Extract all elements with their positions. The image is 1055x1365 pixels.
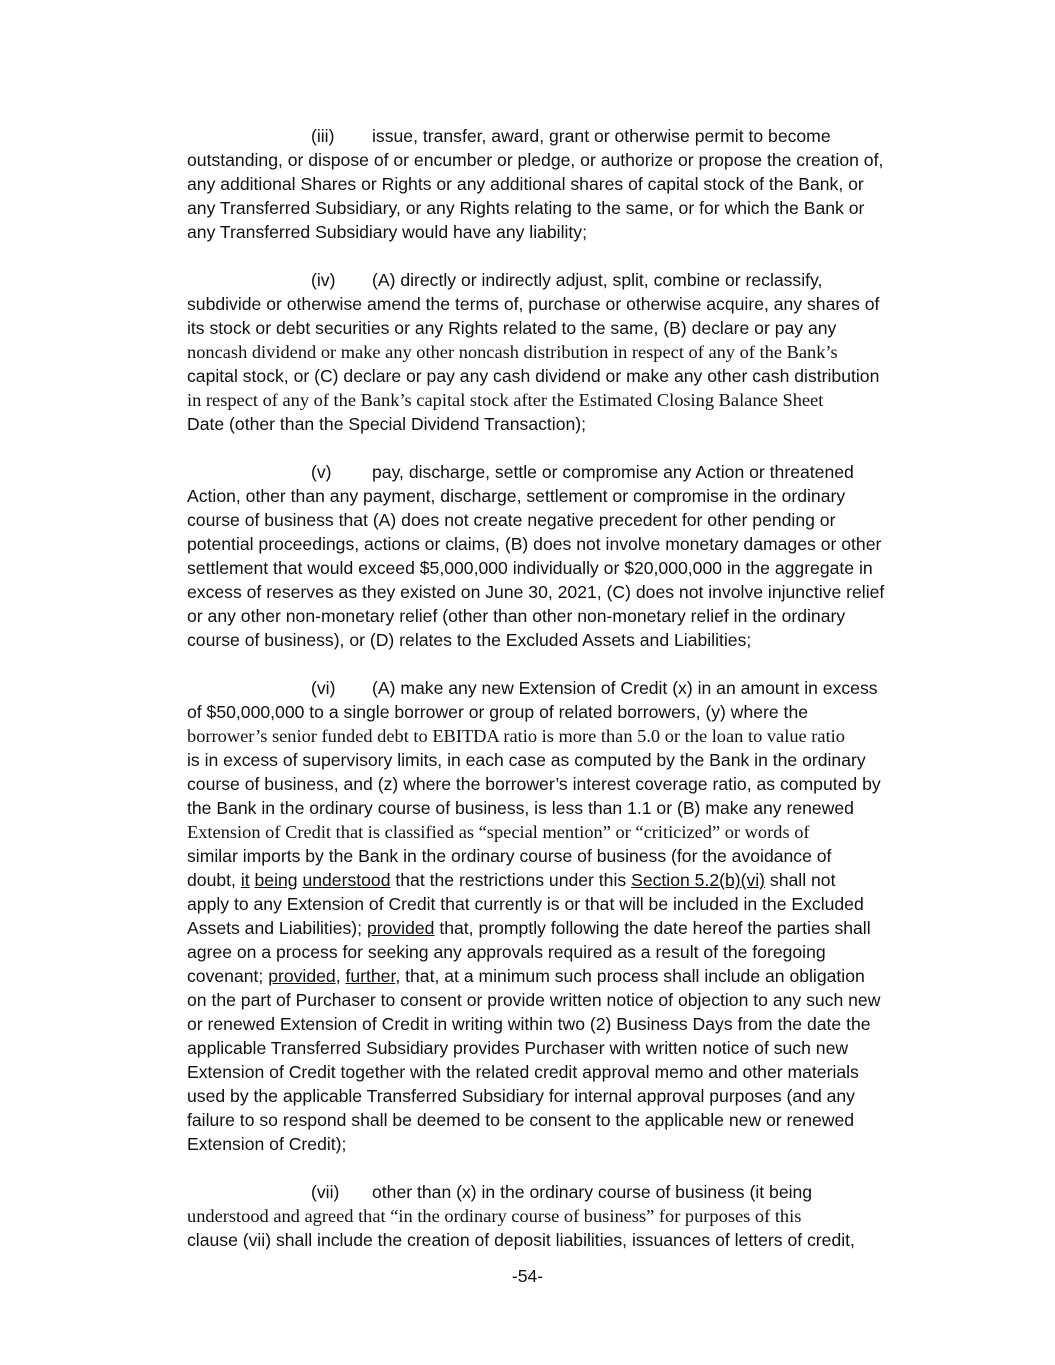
text-line: any additional Shares or Rights or any additional shares of capital stock of the Bank, or bbox=[187, 174, 864, 194]
text-line: on the part of Purchaser to consent or provide written notice of objection to any such new bbox=[187, 990, 881, 1010]
text-line: covenant; provided, further, that, at a minimum such process shall include an obligation bbox=[187, 966, 865, 986]
document-body bbox=[187, 124, 929, 1276]
text-line: course of business), or (D) relates to the Excluded Assets and Liabilities; bbox=[187, 630, 752, 650]
underlined-term: being bbox=[254, 870, 298, 890]
text-line: in respect of any of the Bank’s capital stock after the Estimated Closing Balance Sheet bbox=[187, 390, 824, 410]
text-line: excess of reserves as they existed on June 30, 2021, (C) does not involve injunctive relief bbox=[187, 582, 885, 602]
text-line: apply to any Extension of Credit that currently is or that will be included in the Excluded bbox=[187, 894, 864, 914]
text-line: understood and agreed that “in the ordinary course of business” for purposes of this bbox=[187, 1206, 802, 1226]
clause-number: (vii) bbox=[311, 1182, 340, 1202]
text-line: Action, other than any payment, discharge, settlement or compromise in the ordinary bbox=[187, 486, 846, 506]
underlined-term: provided bbox=[366, 918, 435, 938]
text-line: Extension of Credit that is classified as “special mention” or “criticized” or words of bbox=[187, 822, 810, 842]
text-line: (A) directly or indirectly adjust, split, combine or reclassify, bbox=[372, 270, 823, 290]
underlined-term: further bbox=[345, 966, 396, 986]
text-line: (A) make any new Extension of Credit (x) in an amount in excess bbox=[372, 678, 878, 698]
text-line: the Bank in the ordinary course of business, is less than 1.1 or (B) make any renewed bbox=[187, 798, 854, 818]
text-line: agree on a process for seeking any approvals required as a result of the foregoing bbox=[187, 942, 826, 962]
text-line: applicable Transferred Subsidiary provides Purchaser with written notice of such new bbox=[187, 1038, 849, 1058]
text-line: or renewed Extension of Credit in writing within two (2) Business Days from the date the bbox=[187, 1014, 871, 1034]
clause-first-line bbox=[187, 460, 929, 484]
text-line: its stock or debt securities or any Rights related to the same, (B) declare or pay any bbox=[187, 318, 837, 338]
text-line: Extension of Credit together with the related credit approval memo and other materials bbox=[187, 1062, 859, 1082]
clause-iv bbox=[187, 268, 929, 436]
text-line: course of business, and (z) where the borrower’s interest coverage ratio, as computed by bbox=[187, 774, 881, 794]
text-line: capital stock, or (C) declare or pay any cash dividend or make any other cash distribution bbox=[187, 366, 880, 386]
text-line: or any other non-monetary relief (other than other non-monetary relief in the ordinary bbox=[187, 606, 846, 626]
clause-v bbox=[187, 460, 929, 652]
text-line: any Transferred Subsidiary would have any liability; bbox=[187, 222, 587, 242]
text-line: similar imports by the Bank in the ordinary course of business (for the avoidance of bbox=[187, 846, 832, 866]
text-line: any Transferred Subsidiary, or any Rights relating to the same, or for which the Bank or bbox=[187, 198, 865, 218]
clause-first-line bbox=[187, 676, 929, 700]
underlined-term: provided bbox=[268, 966, 336, 986]
clause-number: (iv) bbox=[311, 270, 336, 290]
page-number: -54- bbox=[511, 1266, 544, 1286]
text-line: outstanding, or dispose of or encumber or pledge, or authorize or propose the creation of, bbox=[187, 150, 884, 170]
underlined-term: Section 5.2(b)(vi) bbox=[631, 870, 766, 890]
text-line: Extension of Credit); bbox=[187, 1134, 347, 1154]
underlined-term: it bbox=[240, 870, 250, 890]
clause-number: (iii) bbox=[311, 126, 335, 146]
text-line: clause (vii) shall include the creation of deposit liabilities, issuances of letters of credit, bbox=[187, 1230, 855, 1250]
text-line: potential proceedings, actions or claims, (B) does not involve monetary damages or other bbox=[187, 534, 882, 554]
text-line: doubt, it being understood that the restrictions under this Section 5.2(b)(vi) shall not bbox=[187, 870, 836, 890]
text-line: issue, transfer, award, grant or otherwise permit to become bbox=[372, 126, 831, 146]
clause-first-line bbox=[187, 1180, 929, 1204]
clause-vi bbox=[187, 676, 929, 1156]
clause-first-line bbox=[187, 124, 929, 148]
clause-vii bbox=[187, 1180, 929, 1252]
text-line: other than (x) in the ordinary course of business (it being bbox=[372, 1182, 813, 1202]
clause-iii bbox=[187, 124, 929, 244]
text-line: pay, discharge, settle or compromise any Action or threatened bbox=[372, 462, 854, 482]
text-line: failure to so respond shall be deemed to be consent to the applicable new or renewed bbox=[187, 1110, 855, 1130]
text-line: Date (other than the Special Dividend Transaction); bbox=[187, 414, 587, 434]
text-line: subdivide or otherwise amend the terms of, purchase or otherwise acquire, any shares of bbox=[187, 294, 880, 314]
clause-first-line bbox=[187, 268, 929, 292]
text-line: is in excess of supervisory limits, in each case as computed by the Bank in the ordinary bbox=[187, 750, 866, 770]
clause-number: (v) bbox=[311, 462, 332, 482]
underlined-term: understood bbox=[302, 870, 391, 890]
text-line: Assets and Liabilities); provided that, promptly following the date hereof the parties shall bbox=[187, 918, 871, 938]
text-line: course of business that (A) does not create negative precedent for other pending or bbox=[187, 510, 836, 530]
text-line: of $50,000,000 to a single borrower or group of related borrowers, (y) where the bbox=[187, 702, 809, 722]
text-line: noncash dividend or make any other noncash distribution in respect of any of the Bank’s bbox=[187, 342, 838, 362]
text-line: used by the applicable Transferred Subsidiary for internal approval purposes (and any bbox=[187, 1086, 855, 1106]
text-line: settlement that would exceed $5,000,000 individually or $20,000,000 in the aggregate in bbox=[187, 558, 873, 578]
text-line: borrower’s senior funded debt to EBITDA ratio is more than 5.0 or the loan to value ratio bbox=[187, 726, 845, 746]
clause-number: (vi) bbox=[311, 678, 336, 698]
